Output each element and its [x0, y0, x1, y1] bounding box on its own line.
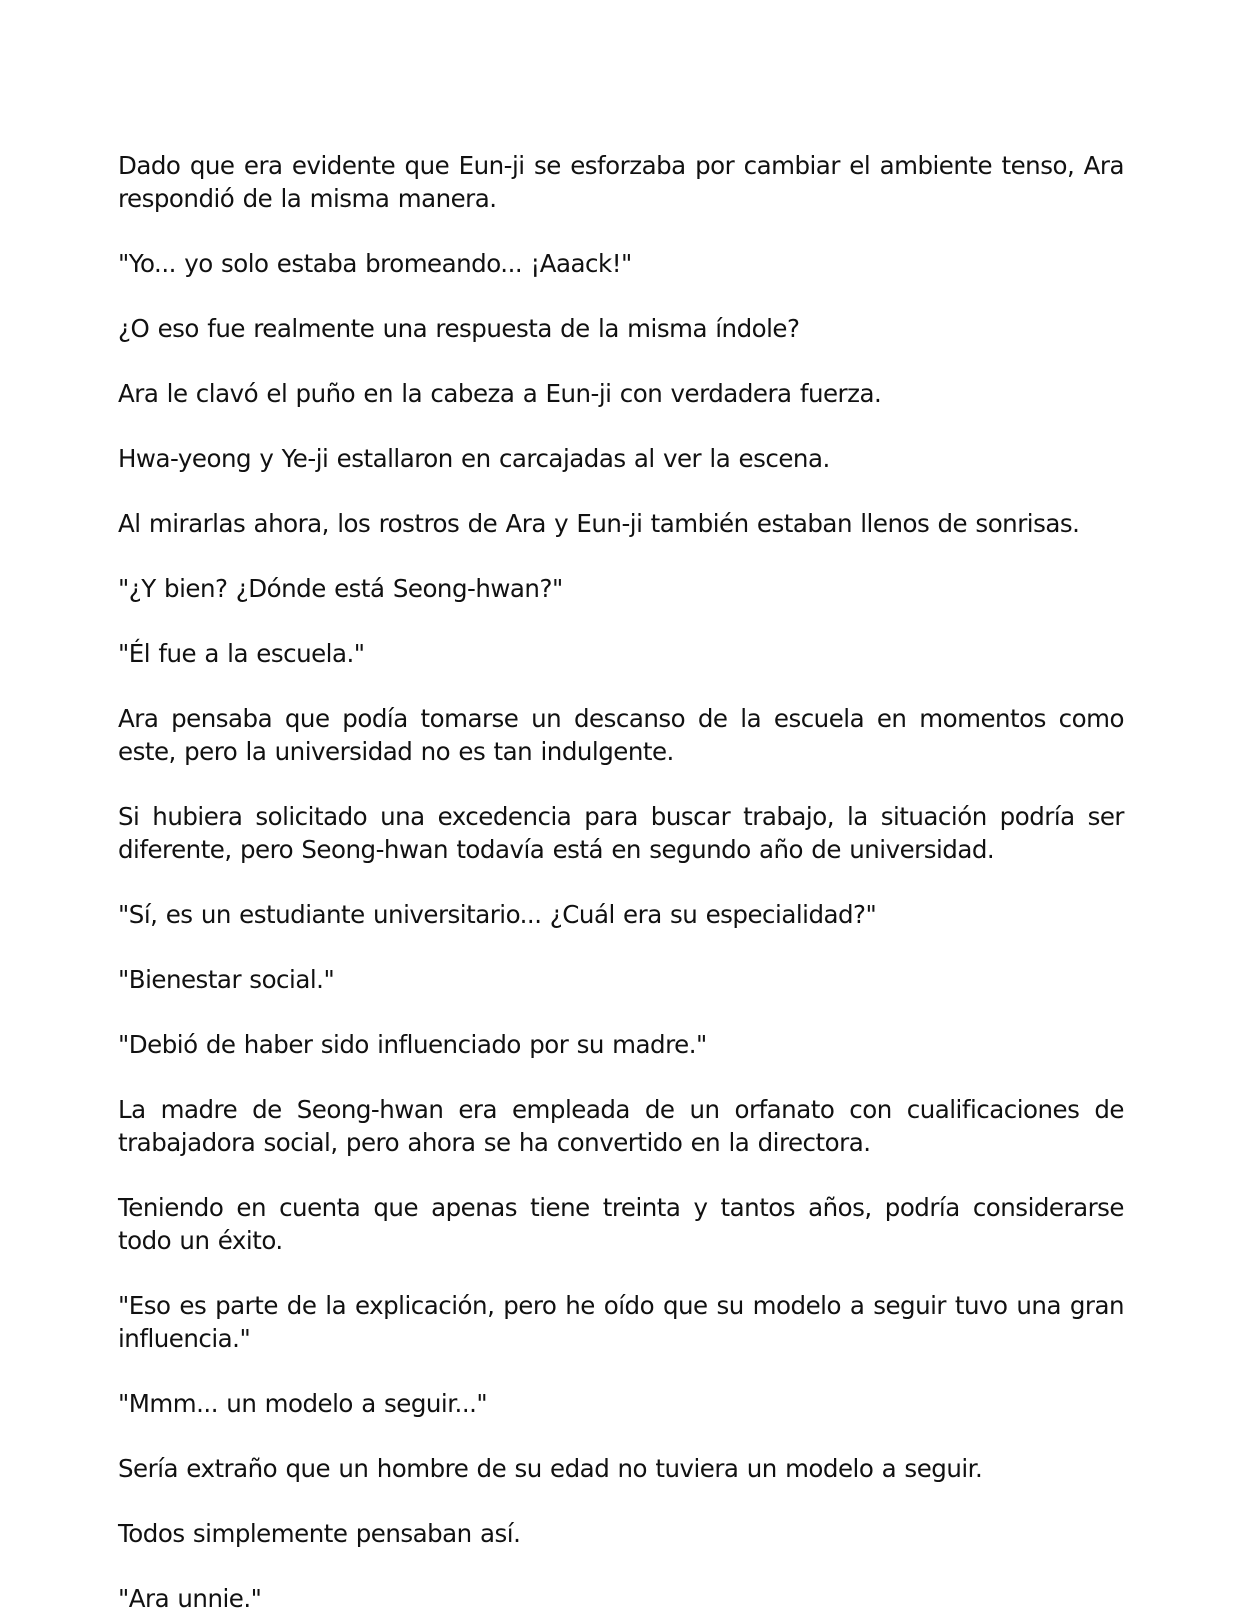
paragraph: Hwa-yeong y Ye-ji estallaron en carcajadas al ver la escena.	[118, 444, 830, 473]
paragraph: Si hubiera solicitado una excedencia para buscar trabajo, la situación podría ser diferente, pero Seong-hwan todavía está en segundo año de universidad.	[118, 802, 1124, 864]
paragraph: ¿O eso fue realmente una respuesta de la misma índole?	[118, 314, 800, 343]
paragraph: Todos simplemente pensaban así.	[118, 1519, 521, 1548]
paragraph: "Sí, es un estudiante universitario... ¿Cuál era su especialidad?"	[118, 900, 877, 929]
paragraph: Ara pensaba que podía tomarse un descanso de la escuela en momentos como este, pero la universidad no es tan indulgente.	[118, 704, 1124, 766]
paragraph: "Debió de haber sido influenciado por su madre."	[118, 1030, 707, 1059]
paragraph: "Eso es parte de la explicación, pero he oído que su modelo a seguir tuvo una gran influencia."	[118, 1291, 1124, 1353]
paragraph: Ara le clavó el puño en la cabeza a Eun-ji con verdadera fuerza.	[118, 379, 882, 408]
paragraph: "Bienestar social."	[118, 965, 335, 994]
paragraph: La madre de Seong-hwan era empleada de un orfanato con cualificaciones de trabajadora social, pero ahora se ha convertido en la directora.	[118, 1095, 1124, 1157]
paragraph: "Él fue a la escuela."	[118, 639, 365, 668]
paragraph: "¿Y bien? ¿Dónde está Seong-hwan?"	[118, 574, 563, 603]
paragraph: Teniendo en cuenta que apenas tiene treinta y tantos años, podría considerarse todo un éxito.	[118, 1193, 1124, 1255]
paragraph: Al mirarlas ahora, los rostros de Ara y Eun-ji también estaban llenos de sonrisas.	[118, 509, 1080, 538]
document-body	[118, 149, 1124, 1620]
paragraph: Dado que era evidente que Eun-ji se esforzaba por cambiar el ambiente tenso, Ara respondió de la misma manera.	[118, 151, 1124, 213]
paragraph: "Yo... yo solo estaba bromeando... ¡Aaack!"	[118, 249, 632, 278]
paragraph: Sería extraño que un hombre de su edad no tuviera un modelo a seguir.	[118, 1454, 983, 1483]
paragraph: "Mmm... un modelo a seguir..."	[118, 1389, 488, 1418]
paragraph: "Ara unnie."	[118, 1584, 262, 1613]
